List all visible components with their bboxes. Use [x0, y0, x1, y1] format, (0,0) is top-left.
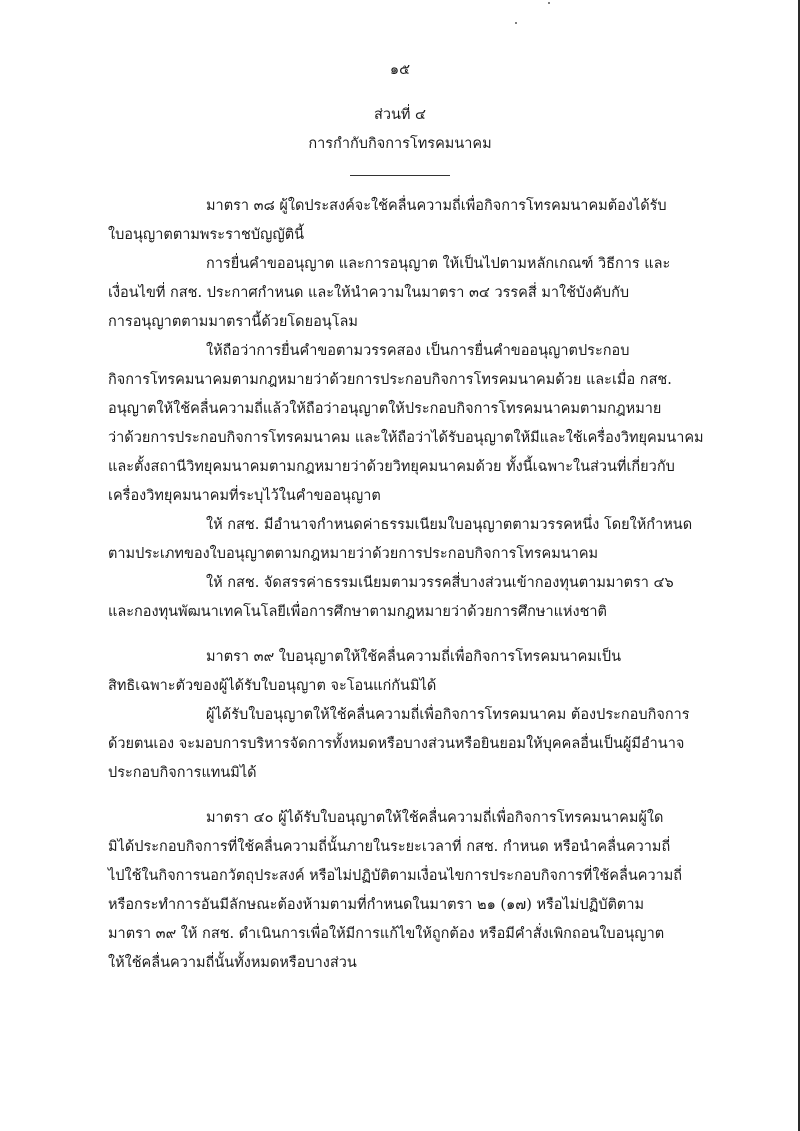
section-38-line-14: ให้ กสช. จัดสรรค่าธรรมเนียมตามวรรคสี่บางส่วนเข้ากองทุนตามมาตรา ๔๖ [206, 575, 674, 591]
section-38-line-8: อนุญาตให้ใช้คลื่นความถี่แล้วให้ถือว่าอนุญาตให้ประกอบกิจการโทรคมนาคมตามกฎหมาย [108, 401, 662, 417]
section-38-line-2: ใบอนุญาตตามพระราชบัญญัตินี้ [108, 227, 305, 243]
section-38-line-10: และตั้งสถานีวิทยุคมนาคมตามกฎหมายว่าด้วยวิทยุคมนาคมด้วย ทั้งนี้เฉพาะในส่วนที่เกี่ยวกับ [108, 459, 675, 475]
section-38-line-15: และกองทุนพัฒนาเทคโนโลยีเพื่อการศึกษาตามกฎหมายว่าด้วยการศึกษาแห่งชาติ [108, 604, 607, 620]
section-39-line-5: ประกอบกิจการแทนมิได้ [108, 765, 257, 781]
section-38-line-1: มาตรา ๓๘ ผู้ใดประสงค์จะใช้คลื่นความถี่เพื่อกิจการโทรคมนาคมต้องได้รับ [206, 198, 667, 214]
section-38-line-7: กิจการโทรคมนาคมตามกฎหมายว่าด้วยการประกอบกิจการโทรคมนาคมด้วย และเมื่อ กสช. [108, 372, 672, 388]
title-underline [350, 175, 450, 176]
section-38-line-12: ให้ กสช. มีอำนาจกำหนดค่าธรรมเนียมใบอนุญาตตามวรรคหนึ่ง โดยให้กำหนด [206, 517, 693, 533]
section-38-line-13: ตามประเภทของใบอนุญาตตามกฎหมายว่าด้วยการประกอบกิจการโทรคมนาคม [108, 546, 599, 562]
page-number: ๑๕ [389, 62, 411, 78]
section-39-line-1: มาตรา ๓๙ ใบอนุญาตให้ใช้คลื่นความถี่เพื่อกิจการโทรคมนาคมเป็น [206, 649, 621, 665]
scan-speck [548, 2, 550, 4]
scan-speck [515, 22, 517, 24]
section-40-line-2: มิได้ประกอบกิจการที่ใช้คลื่นความถี่นั้นภายในระยะเวลาที่ กสช. กำหนด หรือนำคลื่นความถี่ [108, 839, 671, 855]
section-40-line-3: ไปใช้ในกิจการนอกวัตถุประสงค์ หรือไม่ปฏิบัติตามเงื่อนไขการประกอบกิจการที่ใช้คลื่นความถี่ [108, 868, 683, 884]
section-39-line-3: ผู้ได้รับใบอนุญาตให้ใช้คลื่นความถี่เพื่อกิจการโทรคมนาคม ต้องประกอบกิจการ [206, 707, 690, 723]
section-40-line-5: มาตรา ๓๙ ให้ กสช. ดำเนินการเพื่อให้มีการแก้ไขให้ถูกต้อง หรือมีคำสั่งเพิกถอนใบอนุญาต [108, 926, 665, 942]
section-40-line-6: ให้ใช้คลื่นความถี่นั้นทั้งหมดหรือบางส่วน [108, 955, 357, 971]
part-heading: ส่วนที่ ๔ [373, 107, 427, 123]
section-40-line-1: มาตรา ๔๐ ผู้ได้รับใบอนุญาตให้ใช้คลื่นความถี่เพื่อกิจการโทรคมนาคมผู้ใด [206, 810, 664, 826]
section-38-line-9: ว่าด้วยการประกอบกิจการโทรคมนาคม และให้ถือว่าได้รับอนุญาตให้มีและใช้เครื่องวิทยุคมนาคม [108, 430, 704, 446]
section-38-line-5: การอนุญาตตามมาตรานี้ด้วยโดยอนุโลม [108, 314, 358, 330]
section-38-line-11: เครื่องวิทยุคมนาคมที่ระบุไว้ในคำขออนุญาต [108, 488, 381, 504]
section-39-line-4: ด้วยตนเอง จะมอบการบริหารจัดการทั้งหมดหรือบางส่วนหรือยินยอมให้บุคคลอื่นเป็นผู้มีอำนาจ [108, 736, 685, 752]
section-38-line-6: ให้ถือว่าการยื่นคำขอตามวรรคสอง เป็นการยื่นคำขออนุญาตประกอบ [206, 343, 630, 359]
part-title: การกำกับกิจการโทรคมนาคม [308, 136, 492, 152]
section-39-line-2: สิทธิเฉพาะตัวของผู้ได้รับใบอนุญาต จะโอนแก่กันมิได้ [108, 678, 437, 694]
section-40-line-4: หรือกระทำการอันมีลักษณะต้องห้ามตามที่กำหนดในมาตรา ๒๑ (๑๗) หรือไม่ปฏิบัติตาม [108, 897, 645, 913]
section-38-line-3: การยื่นคำขออนุญาต และการอนุญาต ให้เป็นไปตามหลักเกณฑ์ วิธีการ และ [206, 256, 671, 272]
section-38-line-4: เงื่อนไขที่ กสช. ประกาศกำหนด และให้นำความในมาตรา ๓๔ วรรคสี่ มาใช้บังคับกับ [108, 285, 630, 301]
